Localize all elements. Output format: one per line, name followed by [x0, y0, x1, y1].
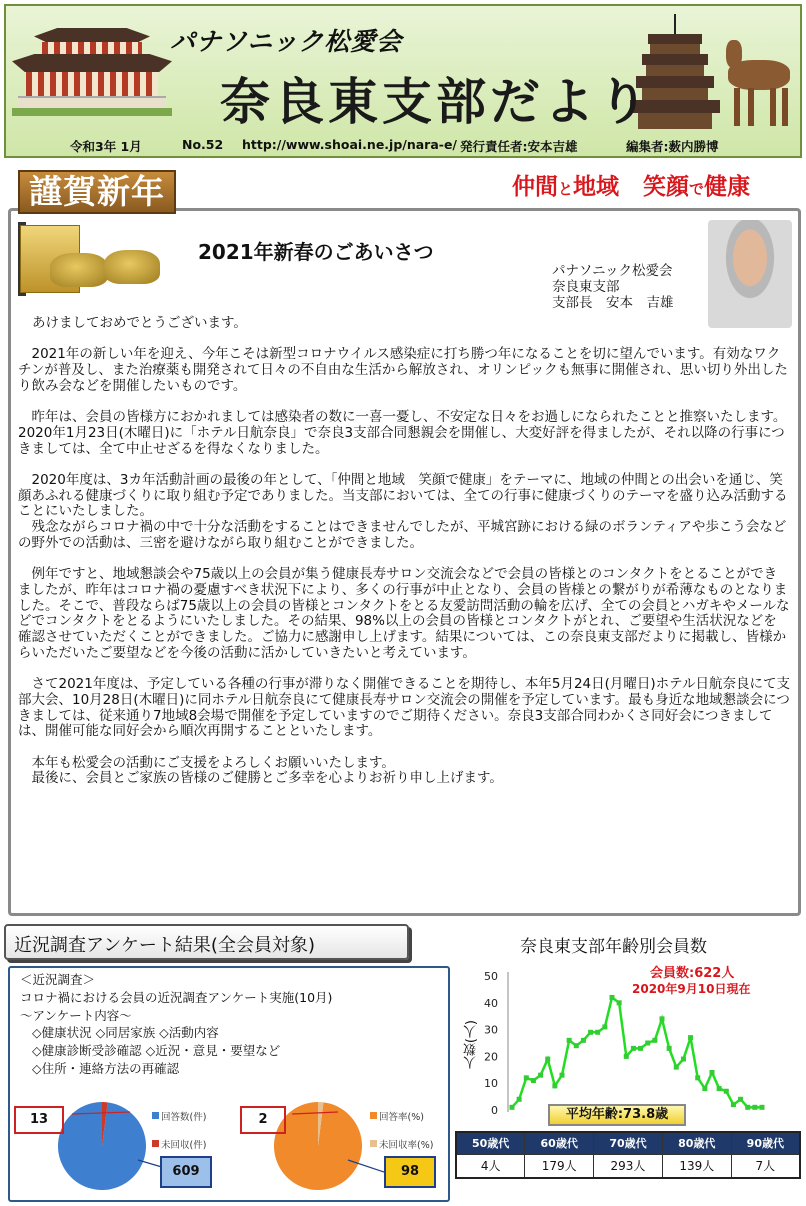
survey-description	[20, 971, 332, 1078]
survey-tab-title: 近況調査アンケート結果(全会員対象)	[14, 935, 315, 956]
chart-date-label: 2020年9月10日現在	[632, 982, 751, 996]
org-name: パナソニック松愛会	[170, 27, 403, 56]
paragraph: あけましておめでとうございます。	[32, 315, 247, 331]
slogan-part4: 健康	[704, 174, 751, 200]
age-data-point	[517, 1097, 522, 1102]
age-group-table	[455, 1131, 801, 1179]
author-line: パナソニック松愛会	[552, 263, 673, 279]
age-data-point	[531, 1078, 536, 1083]
survey-line: ◇住所・連絡方法の再確認	[32, 1060, 180, 1076]
y-tick-label: 50	[484, 970, 498, 983]
author-line: 支部長 安本 吉雄	[552, 295, 674, 311]
age-header-cell: 80歳代	[662, 1132, 731, 1154]
website-link[interactable]: http://www.shoai.ne.jp/nara-e/	[242, 137, 458, 152]
member-count-label: 会員数:622人	[650, 966, 735, 981]
y-tick-label: 0	[491, 1104, 498, 1117]
paragraph: 残念ながらコロナ禍の中で十分な活動をすることはできませんでしたが、平城宮跡における緑のボランティアや歩こう会などの野外での活動は、三密を避けながら取り組むことができました。	[18, 519, 787, 551]
issue-info-bar	[4, 130, 802, 158]
pie1-legend-responded: 回答数(件)	[161, 1112, 207, 1123]
slogan	[512, 168, 750, 201]
ox-figurine-right	[104, 250, 160, 284]
newsletter-title: 奈良東支部だより	[220, 73, 652, 131]
age-header-cell: 60歳代	[525, 1132, 594, 1154]
age-data-point	[717, 1086, 722, 1091]
age-data-point	[688, 1035, 693, 1040]
pie2-callout-unreturned: 2	[240, 1106, 286, 1134]
age-data-point	[552, 1083, 557, 1088]
age-data-point	[724, 1089, 729, 1094]
survey-line: ◇健康状況 ◇同居家族 ◇活動内容	[32, 1025, 219, 1041]
age-header-cell: 90歳代	[731, 1132, 800, 1154]
age-data-point	[567, 1038, 572, 1043]
y-tick-label: 30	[484, 1023, 498, 1037]
deer-illustration	[722, 30, 798, 130]
survey-line: ～アンケート内容～	[20, 1007, 132, 1023]
paragraph: 本年も松愛会の活動にご支援をよろしくお願いいたします。	[18, 754, 395, 771]
y-tick-label: 40	[484, 996, 498, 1010]
slogan-conj1: と	[558, 180, 574, 198]
age-data-point	[652, 1038, 657, 1043]
age-data-point	[710, 1070, 715, 1075]
age-value-cell: 139人	[662, 1154, 731, 1178]
age-value-cell: 293人	[594, 1154, 663, 1178]
y-tick-label: 10	[484, 1077, 498, 1091]
temple-illustration	[12, 14, 172, 126]
average-age-label: 平均年齢:73.8歳	[548, 1104, 686, 1126]
age-data-point	[617, 1000, 622, 1005]
age-data-point	[574, 1043, 579, 1048]
paragraph: 昨年は、会員の皆様方におかれましては感染者の数に一喜一憂し、不安定な日々をお過しになられたことと推察いたします。2020年1月23日(木曜日)に「ホテル日航奈良」で奈良3支部合同懇親会を開催し、大変好評を得ましたが、それ以降の行事につきましては、全て中止せざるを得なくなりました。	[18, 409, 787, 457]
pie1-callout-responded: 609	[160, 1156, 212, 1188]
new-year-badge: 謹賀新年	[29, 172, 165, 211]
age-value-cell: 179人	[525, 1154, 594, 1178]
chart-y-axis-label: 人数(人)	[464, 1020, 479, 1070]
age-data-point	[595, 1030, 600, 1035]
paragraph: さて2021年度は、予定している各種の行事が滞りなく開催できることを期待し、本年5月24日(月曜日)ホテル日航奈良にて支部大会、10月28日(木曜日)に同ホテル日航奈良にて健康長寿サロン交流会の開催を予定しています。最も身近な地域懇談会につきましては、従来通り7地域8会場で開催を予定していますのでご期待ください。奈良3支部合同わかくさ同好会につきましては、開催可能な同好会から順次再開することといたします。	[18, 676, 790, 740]
paragraph: 2021年の新しい年を迎え、今年こそは新型コロナウイルス感染症に打ち勝つ年になることを切に望んでいます。有効なワクチンが普及し、また治療薬も開発されて日々の不自由な生活から解放され、オリンピックも無事に開催され、思い切り外出したり飲み会などを開催したいものです。	[18, 346, 788, 394]
slogan-part3: 笑顔	[643, 174, 690, 200]
paragraph: 例年ですと、地域懇談会や75歳以上の会員が集う健康長寿サロン交流会などで会員の皆様とのコンタクトをとることができましたが、昨年はコロナ禍の憂慮すべき状況下により、多くの行事が中止となり、会員の皆様との繋がりが希薄なものとなりました。そこで、普段ならば75歳以上の会員の皆様とコンタクトをとる友愛訪問活動の輪を広げ、全ての会員とハガキやメールなどでコンタクトをとるようにいたしました。その結果、98%以上の会員の皆様とコンタクトがとれ、ご要望や生活状況などを確認させていただくことができました。ご協力に感謝申し上げます。結果については、この奈良東支部だよりに掲載し、皆様からいただいたご要望などを今後の活動に活かしていきたいと考えています。	[18, 566, 790, 661]
pie1-slice-responded	[58, 1102, 146, 1190]
age-data-point	[667, 1046, 672, 1051]
age-data-point	[631, 1046, 636, 1051]
author-block	[552, 263, 674, 311]
article-title: 2021年新春のごあいさつ	[198, 240, 434, 264]
age-line-chart	[478, 966, 778, 1126]
pie1-legend-unreturned: 未回収(件)	[161, 1140, 207, 1151]
age-header-cell: 50歳代	[456, 1132, 525, 1154]
age-data-point	[638, 1046, 643, 1051]
age-data-point	[602, 1024, 607, 1029]
age-data-point	[660, 1016, 665, 1021]
age-data-point	[581, 1038, 586, 1043]
age-data-point	[738, 1097, 743, 1102]
issue-date: 令和3年 1月	[70, 139, 142, 154]
slogan-part2: 地域	[573, 174, 620, 200]
survey-line: ＜近況調査＞	[20, 972, 96, 987]
ox-figurine-left	[50, 253, 108, 287]
age-data-point	[731, 1102, 736, 1107]
age-data-point	[610, 995, 615, 1000]
age-value-cell: 4人	[456, 1154, 525, 1178]
author-portrait	[708, 220, 792, 328]
article-body	[18, 316, 790, 787]
age-data-point	[702, 1086, 707, 1091]
pie2-legend-unreturned: 未回収率(%)	[379, 1140, 434, 1151]
survey-line: ◇健康診断受診確認 ◇近況・意見・要望など	[32, 1043, 281, 1059]
editor: 編集者:薮内勝博	[626, 139, 719, 154]
pie2-callout-responded: 98	[384, 1156, 436, 1188]
age-data-point	[588, 1030, 593, 1035]
age-header-cell: 70歳代	[594, 1132, 663, 1154]
age-data-point	[674, 1065, 679, 1070]
age-chart-title: 奈良東支部年齢別会員数	[520, 937, 707, 957]
age-data-point	[645, 1041, 650, 1046]
age-data-point	[524, 1075, 529, 1080]
slogan-part1: 仲間	[512, 174, 558, 200]
age-data-point	[752, 1105, 757, 1110]
age-data-point	[760, 1105, 765, 1110]
survey-line: コロナ禍における会員の近況調査アンケート実施(10月)	[20, 989, 333, 1005]
issue-number: No.52	[182, 137, 224, 152]
y-tick-label: 20	[484, 1050, 498, 1064]
age-data-point	[560, 1073, 565, 1078]
pie1-callout-unreturned: 13	[14, 1106, 64, 1134]
age-data-point	[545, 1057, 550, 1062]
paragraph: 最後に、会員とご家族の皆様のご健勝とご多幸を心よりお祈り申し上げます。	[18, 770, 503, 787]
age-data-point	[695, 1075, 700, 1080]
age-data-point	[510, 1105, 515, 1110]
author-line: 奈良東支部	[552, 279, 620, 295]
age-data-point	[538, 1073, 543, 1078]
age-data-point	[624, 1054, 629, 1059]
paragraph: 2020年度は、3カ年活動計画の最後の年として、「仲間と地域 笑顔で健康」をテーマに、地域の仲間との出会いを通じ、笑顔あふれる健康づくりに取り組む予定でありました。当支部においては、全ての行事に健康づくりのテーマを盛り込み活動することにいたしました。	[18, 471, 788, 520]
age-data-point	[745, 1105, 750, 1110]
slogan-conj2: で	[689, 180, 705, 198]
age-data-point	[681, 1057, 686, 1062]
pie2-legend-responded: 回答率(%)	[379, 1112, 424, 1123]
age-value-cell: 7人	[731, 1154, 800, 1178]
publisher: 発行責任者:安本吉雄	[460, 139, 578, 154]
